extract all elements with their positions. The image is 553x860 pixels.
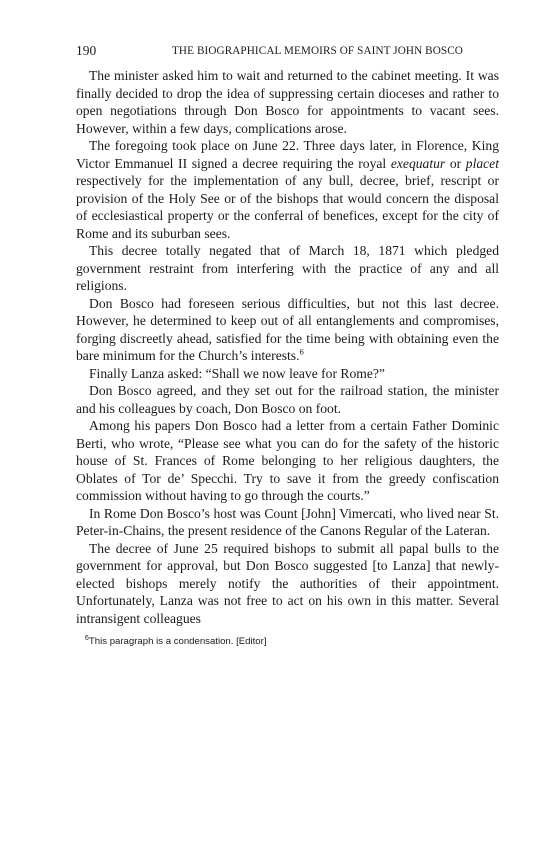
page-number: 190: [76, 43, 97, 58]
paragraph-7: Among his papers Don Bosco had a letter from a certain Father Dominic Berti, who wrote, “Please see what you can do for the safety of the historic house of St. Frances of Rome belonging to her religious daughters, the Oblates of Tor de’ Specchi. Try to save it from the greedy confiscation commission without having to go through the courts.”: [76, 418, 499, 503]
footnote-text: This paragraph is a condensation. [Editor]: [88, 636, 267, 647]
running-title: THE BIOGRAPHICAL MEMOIRS OF SAINT JOHN BOSCO: [172, 45, 463, 57]
term-exequatur: exequatur: [390, 155, 446, 171]
body-text: [76, 67, 499, 627]
paragraph-2-text-a: The foregoing took place on June 22. Three days later, in Florence, King Victor Emmanuel II signed a decree requiring the royal: [76, 138, 499, 171]
running-head: [76, 40, 499, 62]
paragraph-2-text-b: or: [445, 155, 466, 171]
paragraph-4: [76, 295, 499, 365]
footnote: [76, 635, 499, 648]
paragraph-3: This decree totally negated that of March 18, 1871 which pledged government restraint from interfering with the practice of any and all religions.: [76, 243, 499, 293]
footnote-mark: 6: [85, 634, 89, 642]
footnote-reference: 6: [299, 346, 304, 357]
paragraph-1: The minister asked him to wait and returned to the cabinet meeting. It was finally decided to drop the idea of suppressing certain dioceses and rather to open negotiations through Don Bosco for appointments to vacant sees. However, within a few days, complications arose.: [76, 68, 499, 136]
paragraph-9: The decree of June 25 required bishops to submit all papal bulls to the government for approval, but Don Bosco suggested [to Lanza] that newly-elected bishops merely notify the authorities of their appointment. Unfortunately, Lanza was not free to act on his own in this matter. Several intransigent colleagues: [76, 540, 499, 626]
paragraph-4-text: Don Bosco had foreseen serious difficulties, but not this last decree. However, he determined to keep out of all entanglements and compromises, forging discreetly ahead, satisfied for the time being with obtaining even the bare minimum for the Church’s interests.: [76, 295, 499, 363]
paragraph-2-text-c: respectively for the implementation of any bull, decree, brief, rescript or provision of the Holy See or of the bishops that would concern the disposal of ecclesiastical property or the conferral of benefices, except for the city of Rome and its suburban sees.: [76, 173, 499, 241]
paragraph-5: Finally Lanza asked: “Shall we now leave for Rome?”: [89, 365, 385, 381]
paragraph-6: Don Bosco agreed, and they set out for the railroad station, the minister and his colleagues by coach, Don Bosco on foot.: [76, 383, 499, 416]
paragraph-2: [76, 137, 499, 242]
book-page: [76, 40, 499, 648]
paragraph-8: In Rome Don Bosco’s host was Count [John] Vimercati, who lived near St. Peter-in-Chains, the present residence of the Canons Regular of the Lateran.: [76, 505, 499, 538]
term-placet: placet: [465, 155, 499, 171]
